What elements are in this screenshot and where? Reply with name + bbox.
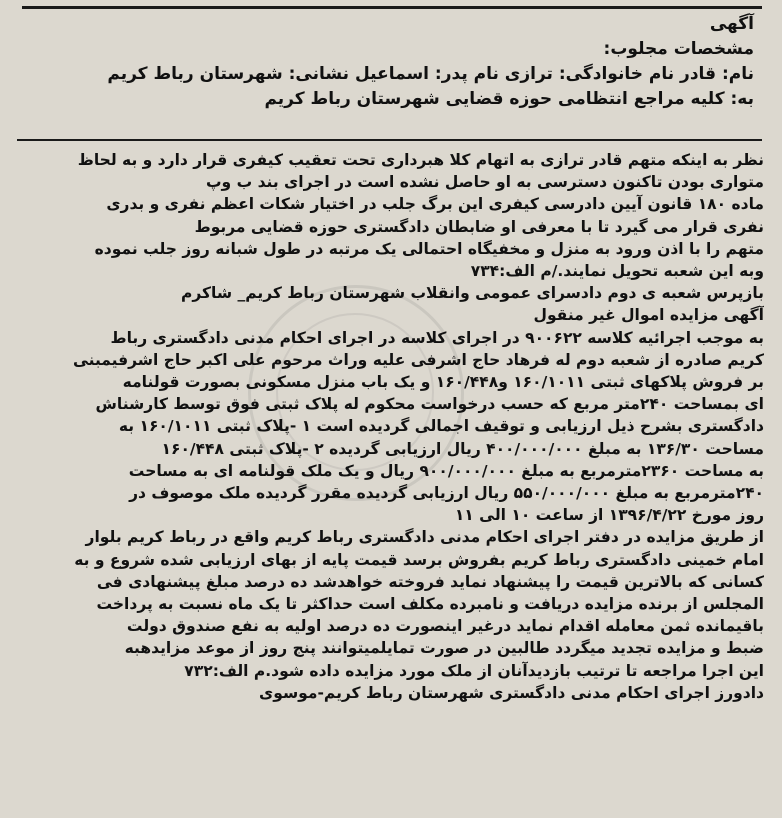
wanted-person-details: نام: قادر نام خانوادگی: ترازی نام پدر: اسماعیل نشانی: شهرستان رباط کریم [107, 64, 754, 84]
body-line: بازپرس شعبه ی دوم دادسرای عمومی وانقلاب شهرستان رباط کریم_ شاکرم [181, 284, 764, 303]
body-line: وبه این شعبه تحویل نمایند./م الف:۷۳۴ [470, 262, 764, 281]
body-line: کریم صادره از شعبه دوم له فرهاد حاج اشرفی علیه وراث مرحوم علی اکبر حاج اشرفیمبنی [72, 350, 764, 369]
notice-title: آگهی [709, 14, 754, 34]
body-line: نفری قرار می گیرد تا با معرفی او ضابطان دادگستری حوزه قضایی مربوط [194, 217, 764, 236]
body-line: باقیمانده ثمن معامله اقدام نماید درغیر اینصورت ده درصد اولیه به نفع صندوق دولت [126, 617, 764, 636]
body-line: این اجرا مراجعه تا ترتیب بازدیدآنان از ملک مورد مزایده داده شود.م الف:۷۳۲ [184, 661, 764, 680]
signature-line: دادورز اجرای احکام مدنی دادگستری شهرستان رباط کریم-موسوی [259, 683, 764, 702]
notice-header [24, 12, 754, 112]
body-line: به موجب اجرائیه کلاسه ۹۰۰۶۲۲ در اجرای کلاسه در اجرای احکام مدنی دادگستری رباط [110, 328, 764, 347]
body-line: ای بمساحت ۲۴۰متر مربع که حسب درخواست محکوم له پلاک ثبتی فوق توسط کارشناش [95, 395, 764, 414]
body-line: روز مورخ ۱۳۹۶/۴/۲۲ از ساعت ۱۰ الی ۱۱ [454, 506, 764, 525]
body-line: به مساحت ۲۳۶۰مترمربع به مبلغ ۹۰۰/۰۰۰/۰۰۰ ریال و یک ملک قولنامه ای به مساحت [128, 461, 764, 480]
body-line: مساحت ۱۳۶/۳۰ به مبلغ ۴۰۰/۰۰۰/۰۰۰ ریال ارزیابی گردیده ۲ -پلاک ثبتی ۱۶۰/۴۴۸ [161, 439, 764, 458]
body-line: دادگستری بشرح ذیل ارزیابی و توقیف اجمالی گردیده است ۱ -پلاک ثبتی ۱۶۰/۱۰۱۱ به [118, 417, 764, 436]
addressee-line: به: کلیه مراجع انتظامی حوزه قضایی شهرستان رباط کریم [264, 89, 754, 109]
body-line: المجلس از برنده مزایده دریافت و نامبرده مکلف است حداکثر تا یک ماه نسبت به پرداخت [96, 595, 764, 614]
auction-title: آگهی مزایده اموال غیر منقول [533, 306, 764, 325]
body-line: ماده ۱۸۰ قانون آیین دادرسی کیفری این برگ جلب در اختیار شکات اعظم نفری و بدری [106, 195, 764, 214]
top-divider [22, 6, 762, 9]
body-line: بر فروش پلاکهای ثبتی ۱۶۰/۱۰۱۱ و۱۶۰/۴۴۸ و یک باب منزل مسکونی بصورت قولنامه [122, 373, 764, 392]
body-line: کسانی که بالاترین قیمت را پیشنهاد نماید فروخته خواهدشد ده درصد مبلغ پیشنهادی فی [96, 572, 764, 591]
body-line: متهم را با اذن ورود به منزل و مخفیگاه احتمالی یک مرتبه در طول شبانه روز جلب نموده [94, 239, 764, 258]
notice-body [18, 149, 764, 704]
body-line: از طریق مزایده در دفتر اجرای احکام مدنی دادگستری رباط کریم واقع در رباط کریم بلوار [85, 528, 764, 547]
body-line: متواری بودن تاکنون دسترسی به او حاصل نشده است در اجرای بند ب وپ [205, 173, 764, 192]
body-line: ضبط و مزایده تجدید میگردد طالبین در صورت تمایلمیتوانند پنج روز از موعد مزایدهبه [124, 639, 764, 658]
body-line: امام خمینی دادگستری رباط کریم بفروش برسد قیمت پایه از بهای ارزیابی شده شروع و به [74, 550, 764, 569]
body-line: نظر به اینکه متهم قادر ترازی به اتهام کلا هبرداری تحت تعقیب کیفری قرار دارد و به لحاظ [77, 151, 764, 169]
header-divider [17, 139, 762, 141]
body-line: ۲۴۰مترمربع به مبلغ ۵۵۰/۰۰۰/۰۰۰ ریال ارزیابی گردیده مقرر گردیده ملک موصوف در [129, 484, 764, 503]
wanted-person-subtitle: مشخصات مجلوب: [603, 39, 754, 59]
